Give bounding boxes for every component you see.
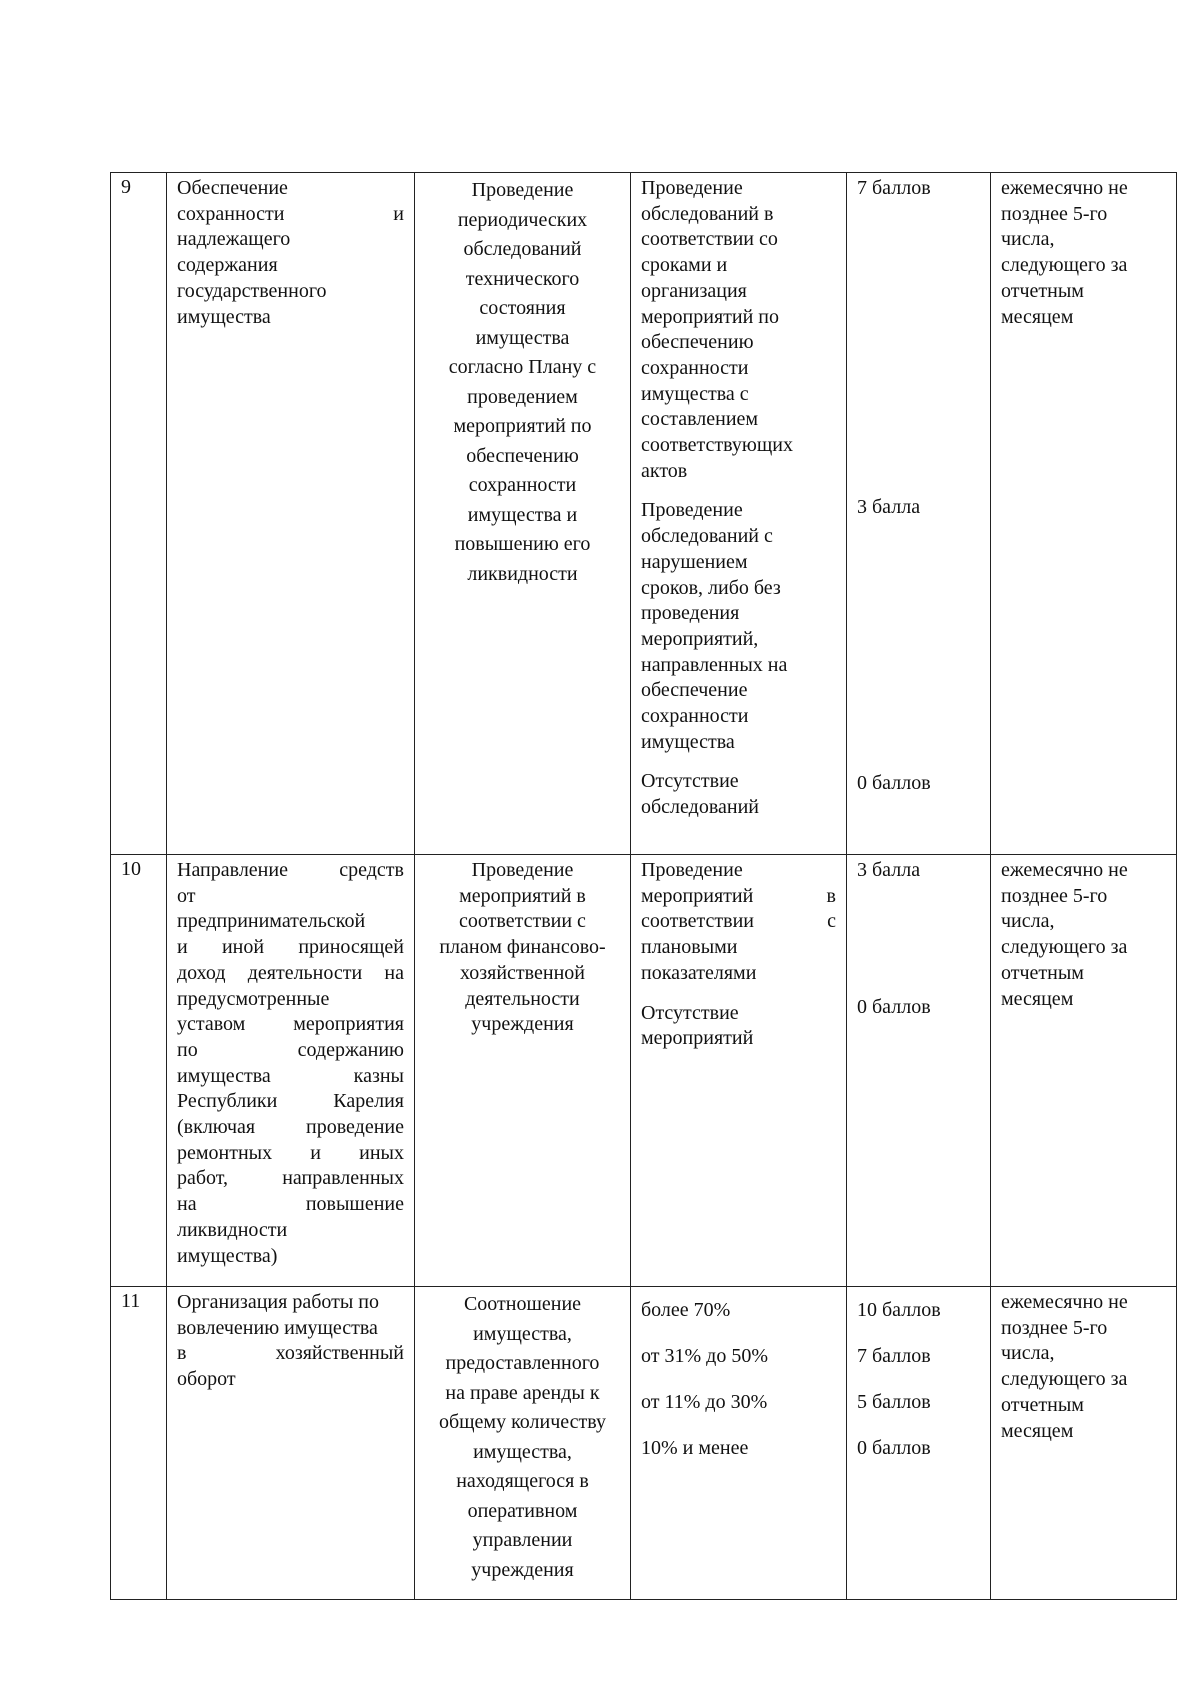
event-cell: Проведение периодических обследований технического состояния имущества согласно Плану с проведением мероприятий по обеспечению сохранности имущества и повышению его ликвидности [415,173,631,855]
criterion: Проведение обследований с нарушением сроков, либо без проведения мероприятий, направленных на обеспечение сохранности имущества [641,499,788,753]
criterion: более 70% [641,1299,731,1321]
points-value: 0 баллов [857,1437,931,1459]
period-cell: ежемесячно не позднее 5-го числа, следующего за отчетным месяцем [991,1287,1177,1600]
criteria-cell [631,173,847,855]
points-value: 0 баллов [857,996,931,1018]
criterion: 10% и менее [641,1437,749,1459]
points-value: 3 балла [857,496,921,518]
criterion: Отсутствие мероприятий [641,1001,754,1050]
table-row [111,855,1177,1287]
task-cell: Направление средств от предпринимательской и иной приносящей доход деятельности на предусмотренные уставом мероприятия по содержанию имущества казны Республики Карелия (включая проведение ремонтных и иных работ, направленных на повышение ликвидности имущества) [167,855,415,1287]
criteria-cell [631,1287,847,1600]
points-value: 3 балла [857,859,921,881]
points-cell [847,1287,991,1600]
task-cell: Обеспечение сохранности и надлежащего содержания государственного имущества [167,173,415,855]
row-number: 9 [111,173,167,855]
table-row [111,1287,1177,1600]
points-value: 0 баллов [857,772,931,794]
criterion: Проведение обследований в соответствии со сроками и организация мероприятий по обеспечению сохранности имущества с составлением соответствующих актов [641,177,793,482]
points-value: 5 баллов [857,1391,931,1413]
table-row [111,173,1177,855]
points-value: 7 баллов [857,1345,931,1367]
points-cell [847,173,991,855]
points-cell [847,855,991,1287]
criterion: от 31% до 50% [641,1345,768,1367]
points-value: 7 баллов [857,177,931,199]
points-value: 10 баллов [857,1299,941,1321]
criteria-cell [631,855,847,1287]
period-cell: ежемесячно не позднее 5-го числа, следующего за отчетным месяцем [991,173,1177,855]
row-number: 10 [111,855,167,1287]
criteria-table [110,172,1177,1600]
criterion: от 11% до 30% [641,1391,768,1413]
event-cell: Проведение мероприятий в соответствии с планом финансово- хозяйственной деятельности учреждения [415,855,631,1287]
period-cell: ежемесячно не позднее 5-го числа, следующего за отчетным месяцем [991,855,1177,1287]
event-cell: Соотношение имущества, предоставленного на праве аренды к общему количеству имущества, находящегося в оперативном управлении учреждения [415,1287,631,1600]
row-number: 11 [111,1287,167,1600]
criterion: Проведение мероприятий в соответствии с плановыми показателями [641,859,836,984]
criterion: Отсутствие обследований [641,770,759,819]
task-cell: Организация работы по вовлечению имущества в хозяйственный оборот [167,1287,415,1600]
